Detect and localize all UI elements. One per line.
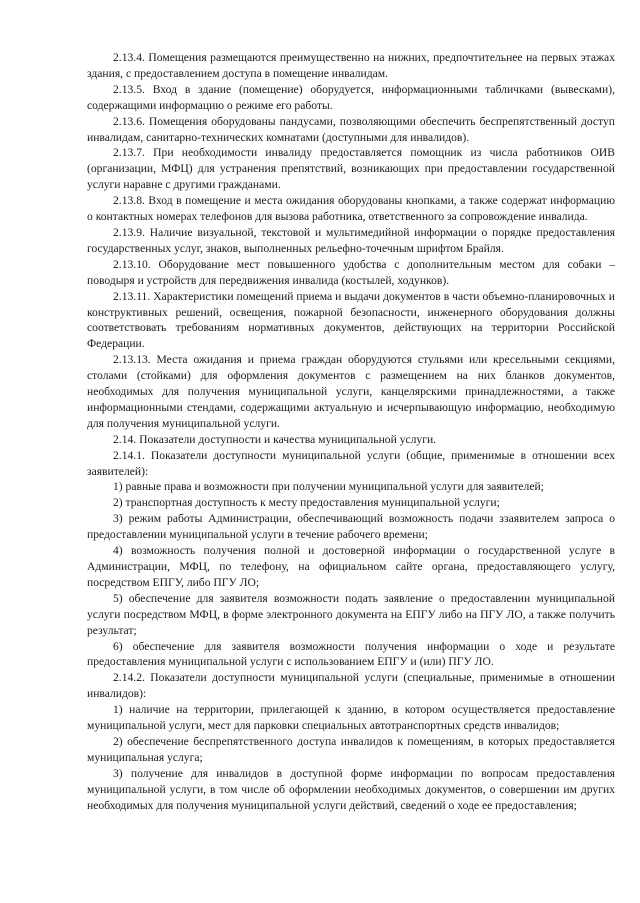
list-item-special-2: 2) обеспечение беспрепятственного доступа инвалидов к помещениям, в которых предоставляется муниципальная услуга; — [87, 734, 615, 764]
paragraph-2-13-13: 2.13.13. Места ожидания и приема граждан оборудуются стульями или кресельными секциями, столами (стойками) для оформления документов с размещением на них бланков документов, необходимых для получения муниципальной услуги, канцелярскими принадлежностями, а также информационными стендами, содержащими актуальную и исчерпывающую информацию, необходимую для получения муниципальной услуги. — [87, 353, 615, 430]
list-item-general-1: 1) равные права и возможности при получении муниципальной услуги для заявителей; — [113, 480, 544, 494]
list-item-general-3: 3) режим работы Администрации, обеспечивающий возможность подачи ззаявителем запроса о предоставлении муниципальной услуги в течение рабочего времени; — [87, 512, 615, 542]
paragraph-2-13-6: 2.13.6. Помещения оборудованы пандусами, позволяющими обеспечить беспрепятственный доступ инвалидам, санитарно-технических комнатами (доступными для инвалидов). — [87, 114, 615, 144]
list-item-general-6: 6) обеспечение для заявителя возможности получения информации о ходе и результате предоставления муниципальной услуги с использованием ЕПГУ и (или) ПГУ ЛО. — [87, 639, 615, 669]
list-item-special-3: 3) получение для инвалидов в доступной форме информации по вопросам предоставления муниципальной услуги, в том числе об оформлении необходимых документов, о совершении им других необходимых для получения муниципальной услуги действий, сведений о ходе ее предоставления; — [87, 766, 615, 812]
paragraph-2-13-5: 2.13.5. Вход в здание (помещение) оборудуется, информационными табличками (вывесками), содержащими информацию о режиме его работы. — [87, 82, 615, 112]
paragraph-2-13-4: 2.13.4. Помещения размещаются преимущественно на нижних, предпочтительнее на первых этажах здания, с предоставлением доступа в помещение инвалидам. — [87, 51, 615, 80]
list-item-general-2: 2) транспортная доступность к месту предоставления муниципальной услуги; — [113, 496, 500, 510]
paragraph-2-14-1: 2.14.1. Показатели доступности муниципальной услуги (общие, применимые в отношении всех заявителей): — [87, 448, 615, 478]
paragraph-2-13-8: 2.13.8. Вход в помещение и места ожидания оборудованы кнопками, а также содержат информацию о контактных номерах телефонов для вызова работника, ответственного за сопровождение инвалида. — [87, 194, 615, 224]
paragraph-2-14-2: 2.14.2. Показатели доступности муниципальной услуги (специальные, применимые в отношении инвалидов): — [87, 671, 615, 701]
list-item-general-4: 4) возможность получения полной и достоверной информации о государственной услуге в Администрации, МФЦ, по телефону, на официальном сайте органа, предоставляющего услугу, посредством ЕПГУ, либо ПГУ ЛО; — [87, 544, 615, 589]
paragraph-2-13-7: 2.13.7. При необходимости инвалиду предоставляется помощник из числа работников ОИВ (организации, МФЦ) для устранения препятствий, возникающих при предоставлении государственной услуги наравне с другими гражданами. — [87, 146, 615, 192]
document-page — [87, 50, 615, 814]
paragraph-2-13-9: 2.13.9. Наличие визуальной, текстовой и мультимедийной информации о порядке предоставления государственных услуг, знаков, выполненных рельефно-точечным шрифтом Брайля. — [87, 225, 615, 255]
paragraph-2-13-11: 2.13.11. Характеристики помещений приема и выдачи документов в части объемно-планировочных и конструктивных решений, освещения, пожарной безопасности, инженерного оборудования должны соответствовать требованиям нормативных документов, действующих на территории Российской Федерации. — [87, 289, 615, 351]
list-item-general-5: 5) обеспечение для заявителя возможности подать заявление о предоставлении муниципальной услуги посредством МФЦ, в форме электронного документа на ЕПГУ либо на ПГУ ЛО, а также получить результат; — [87, 591, 615, 637]
paragraph-2-13-10: 2.13.10. Оборудование мест повышенного удобства с дополнительным местом для собаки – поводыря и устройств для передвижения инвалида (костылей, ходунков). — [87, 257, 615, 287]
list-item-special-1: 1) наличие на территории, прилегающей к зданию, в котором осуществляется предоставление муниципальной услуги, мест для парковки специальных автотранспортных средств инвалидов; — [87, 703, 615, 733]
paragraph-2-14: 2.14. Показатели доступности и качества муниципальной услуги. — [113, 432, 437, 446]
